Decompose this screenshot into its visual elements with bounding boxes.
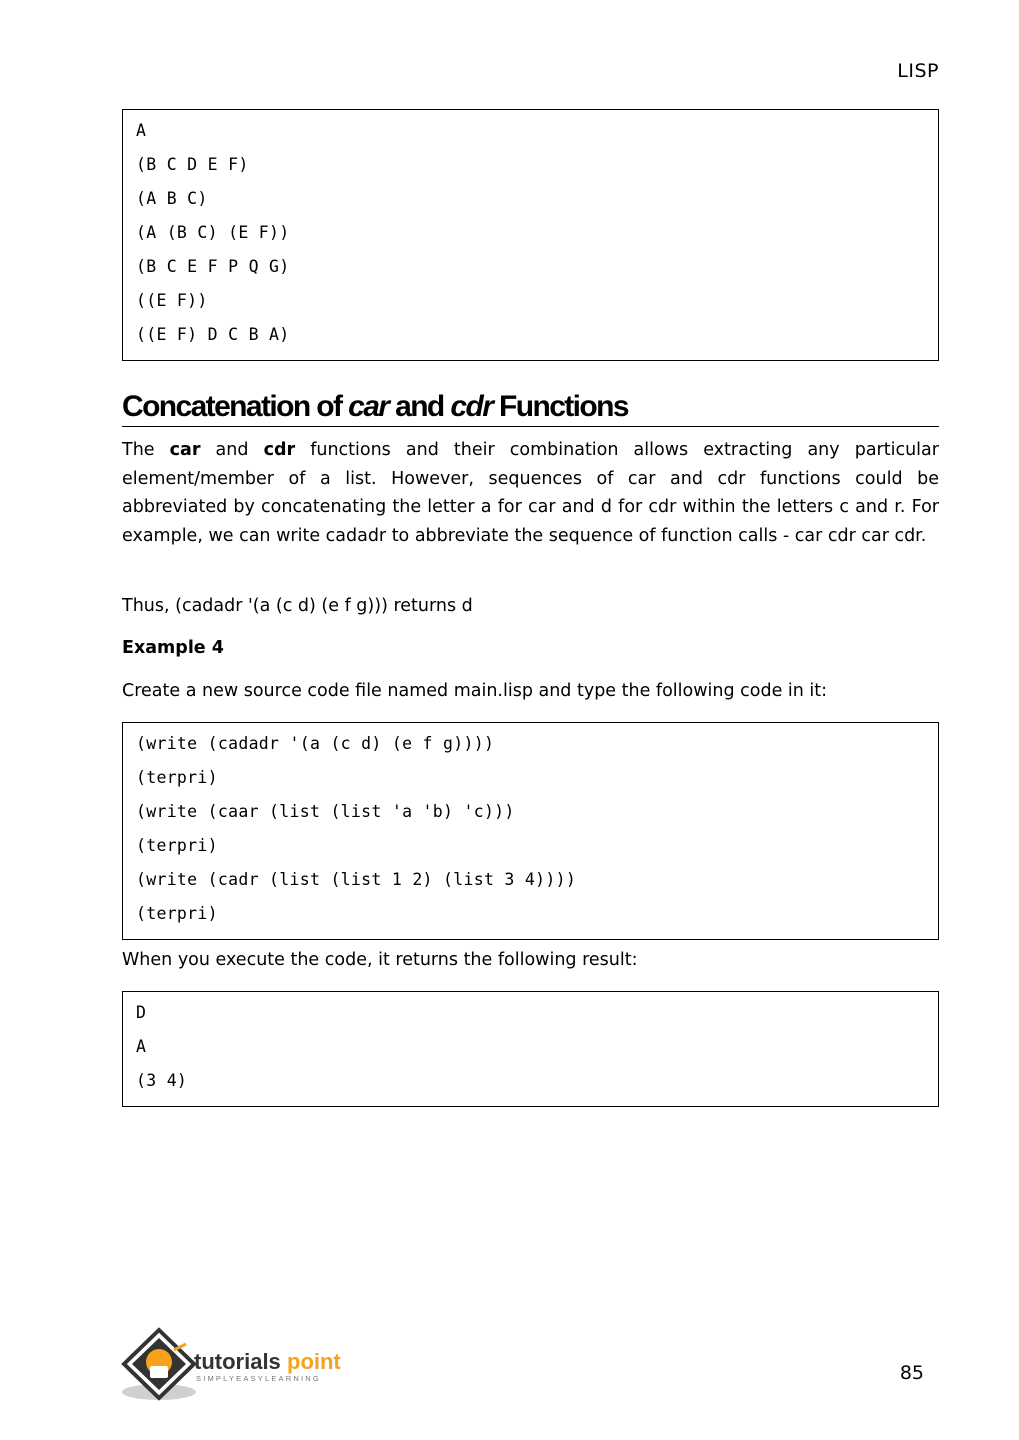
- heading-and: and: [388, 390, 451, 423]
- logo-tagline: SIMPLYEASYLEARNING: [196, 1374, 321, 1383]
- code-line: (write (cadadr '(a (c d) (e f g)))): [136, 734, 495, 753]
- para-car-bold: car: [169, 440, 201, 460]
- example-label: Example 4: [122, 638, 224, 658]
- output-line: ((E F) D C B A): [136, 325, 290, 344]
- output-line: (B C D E F): [136, 155, 249, 174]
- heading-cdr: cdr: [450, 390, 493, 423]
- logo-text-point: point: [287, 1349, 341, 1374]
- heading-prefix: Concatenation of: [122, 390, 349, 423]
- output-line: A: [136, 1037, 147, 1056]
- code-block: [122, 722, 939, 940]
- code-line: (write (cadr (list (list 1 2) (list 3 4)))): [136, 870, 577, 889]
- code-line: (terpri): [136, 836, 218, 855]
- logo-text-tutorials: tutorials: [194, 1349, 281, 1374]
- section-heading: [122, 388, 939, 427]
- output-line: (A B C): [136, 189, 208, 208]
- para-text: and: [200, 440, 264, 460]
- logo-book-icon: [150, 1366, 168, 1378]
- output-line: (A (B C) (E F)): [136, 223, 290, 242]
- result-intro: When you execute the code, it returns the following result:: [122, 950, 638, 970]
- output-line: A: [136, 121, 147, 140]
- instruction-paragraph: Create a new source code file named main.lisp and type the following code in it:: [122, 681, 828, 701]
- intro-paragraph: [122, 436, 939, 550]
- thus-paragraph: Thus, (cadadr '(a (c d) (e f g))) returns d: [122, 596, 473, 616]
- output-line: D: [136, 1003, 147, 1022]
- tutorialspoint-logo: [120, 1326, 370, 1404]
- para-text: The: [122, 440, 170, 460]
- output-line: ((E F)): [136, 291, 208, 310]
- code-line: (write (caar (list (list 'a 'b) 'c))): [136, 802, 515, 821]
- output-block-2: [122, 991, 939, 1107]
- heading-car: car: [348, 390, 389, 423]
- output-block-1: [122, 109, 939, 361]
- para-text: functions and their combination allows extracting any particular element/member of a list. However, sequences of car and cdr functions could be abbreviated by concatenating the letter a for car and d for cdr within the letters c and r. For example, we can write cadadr to abbreviate the sequence of function calls - car cdr car cdr.: [122, 440, 939, 546]
- page-number: 85: [899, 1362, 924, 1384]
- code-line: (terpri): [136, 768, 218, 787]
- page-header-title: LISP: [897, 60, 939, 82]
- para-cdr-bold: cdr: [263, 440, 296, 460]
- heading-suffix: Functions: [492, 390, 628, 423]
- output-line: (3 4): [136, 1071, 188, 1090]
- code-line: (terpri): [136, 904, 218, 923]
- output-line: (B C E F P Q G): [136, 257, 290, 276]
